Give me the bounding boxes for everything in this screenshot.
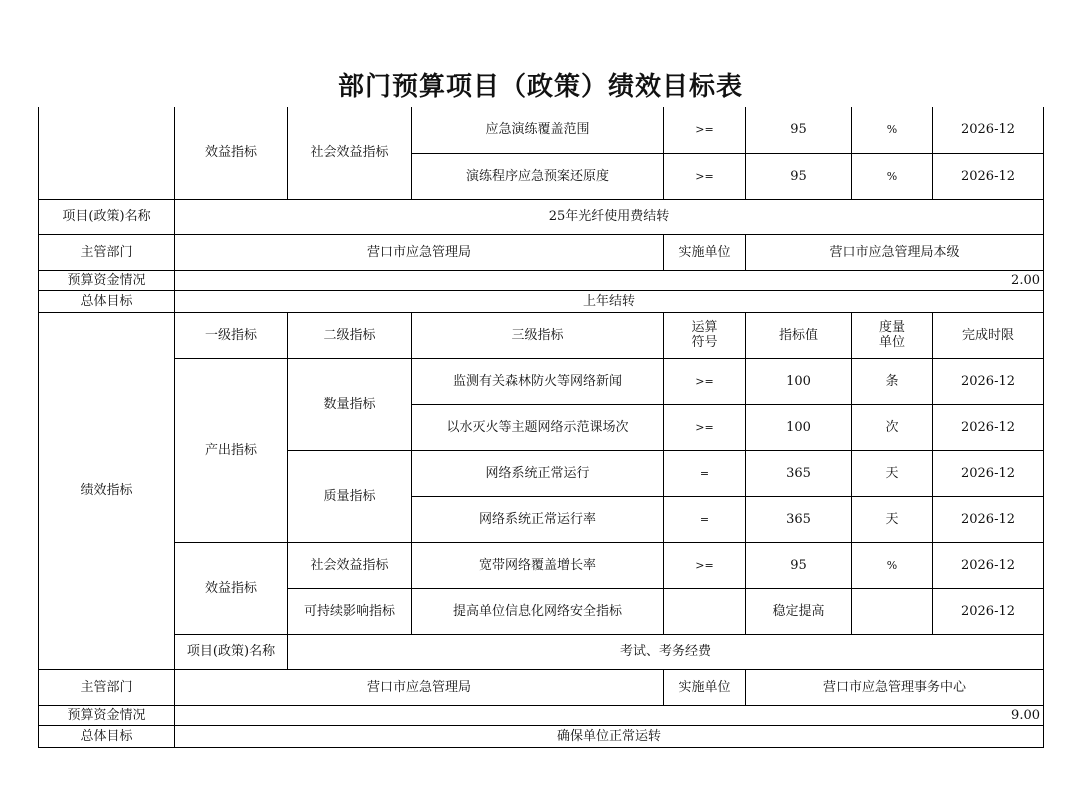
unit-cell: 条 xyxy=(852,358,933,404)
label-cell: 绩效指标 xyxy=(39,312,175,669)
value-cell: 95 xyxy=(746,153,852,199)
value-cell: 稳定提高 xyxy=(746,588,852,634)
table-row xyxy=(39,705,1044,725)
deadline-cell: 2026-12 xyxy=(933,542,1044,588)
value-cell: 100 xyxy=(746,358,852,404)
label-cell: 实施单位 xyxy=(664,669,746,705)
value-cell: 365 xyxy=(746,450,852,496)
budget-cell: 9.00 xyxy=(175,705,1044,725)
level2-cell: 可持续影响指标 xyxy=(288,588,412,634)
header-cell: 一级指标 xyxy=(175,312,288,358)
op-cell xyxy=(664,588,746,634)
unit-cell: 天 xyxy=(852,450,933,496)
table-row xyxy=(39,290,1044,312)
unit-cell xyxy=(852,588,933,634)
label-cell: 预算资金情况 xyxy=(39,705,175,725)
header-op-line2: 符号 xyxy=(691,335,718,350)
op-cell: >= xyxy=(664,153,746,199)
unit-cell: 天 xyxy=(852,496,933,542)
op-cell: >= xyxy=(664,404,746,450)
level1-cell: 产出指标 xyxy=(175,358,288,542)
indicator-cell: 网络系统正常运行 xyxy=(412,450,664,496)
header-cell: 完成时限 xyxy=(933,312,1044,358)
header-op-line1: 运算 xyxy=(691,320,718,335)
table-row xyxy=(39,312,1044,358)
header-unit-line1: 度量 xyxy=(878,320,905,335)
unit-cell: % xyxy=(852,542,933,588)
op-cell: >= xyxy=(664,107,746,153)
label-cell: 总体目标 xyxy=(39,725,175,747)
deadline-cell: 2026-12 xyxy=(933,153,1044,199)
value-cell: 100 xyxy=(746,404,852,450)
unit-cell: % xyxy=(852,107,933,153)
level2-cell: 社会效益指标 xyxy=(288,542,412,588)
value-cell: 95 xyxy=(746,107,852,153)
project-name-cell: 考试、考务经费 xyxy=(288,634,1044,669)
deadline-cell: 2026-12 xyxy=(933,496,1044,542)
deadline-cell: 2026-12 xyxy=(933,107,1044,153)
table-row xyxy=(39,725,1044,747)
label-cell: 主管部门 xyxy=(39,234,175,270)
indicator-cell: 应急演练覆盖范围 xyxy=(412,107,664,153)
header-cell xyxy=(664,312,746,358)
indicator-cell: 宽带网络覆盖增长率 xyxy=(412,542,664,588)
op-cell: >= xyxy=(664,542,746,588)
goal-cell: 上年结转 xyxy=(175,290,1044,312)
header-cell: 二级指标 xyxy=(288,312,412,358)
header-cell: 三级指标 xyxy=(412,312,664,358)
table-row xyxy=(39,107,1044,153)
label-cell: 项目(政策)名称 xyxy=(39,199,175,234)
unit-cell: 次 xyxy=(852,404,933,450)
label-cell: 项目(政策)名称 xyxy=(175,634,288,669)
indicator-cell: 以水灭火等主题网络示范课场次 xyxy=(412,404,664,450)
budget-cell: 2.00 xyxy=(175,270,1044,290)
impl-unit-cell: 营口市应急管理事务中心 xyxy=(746,669,1044,705)
indicator-cell: 网络系统正常运行率 xyxy=(412,496,664,542)
level2-cell: 质量指标 xyxy=(288,450,412,542)
dept-cell: 营口市应急管理局 xyxy=(175,234,664,270)
op-cell: = xyxy=(664,450,746,496)
header-cell: 指标值 xyxy=(746,312,852,358)
deadline-cell: 2026-12 xyxy=(933,358,1044,404)
value-cell: 365 xyxy=(746,496,852,542)
table-row xyxy=(39,199,1044,234)
impl-unit-cell: 营口市应急管理局本级 xyxy=(746,234,1044,270)
empty-cell xyxy=(39,107,175,199)
label-cell: 总体目标 xyxy=(39,290,175,312)
op-cell: >= xyxy=(664,358,746,404)
table-row xyxy=(39,270,1044,290)
unit-cell: % xyxy=(852,153,933,199)
table-row xyxy=(39,542,1044,588)
project-name-cell: 25年光纤使用费结转 xyxy=(175,199,1044,234)
indicator-cell: 演练程序应急预案还原度 xyxy=(412,153,664,199)
label-cell: 主管部门 xyxy=(39,669,175,705)
table-row xyxy=(39,234,1044,270)
dept-cell: 营口市应急管理局 xyxy=(175,669,664,705)
op-cell: = xyxy=(664,496,746,542)
level1-cell: 效益指标 xyxy=(175,542,288,634)
level1-cell: 效益指标 xyxy=(175,107,288,199)
page-title: 部门预算项目（政策）绩效目标表 xyxy=(337,72,743,102)
table-row xyxy=(39,634,1044,669)
table-row xyxy=(39,669,1044,705)
deadline-cell: 2026-12 xyxy=(933,588,1044,634)
performance-table xyxy=(38,107,1044,748)
deadline-cell: 2026-12 xyxy=(933,404,1044,450)
indicator-cell: 提高单位信息化网络安全指标 xyxy=(412,588,664,634)
level2-cell: 数量指标 xyxy=(288,358,412,450)
label-cell: 实施单位 xyxy=(664,234,746,270)
deadline-cell: 2026-12 xyxy=(933,450,1044,496)
indicator-cell: 监测有关森林防火等网络新闻 xyxy=(412,358,664,404)
header-cell xyxy=(852,312,933,358)
table-row xyxy=(39,358,1044,404)
level2-cell: 社会效益指标 xyxy=(288,107,412,199)
header-unit-line2: 单位 xyxy=(878,335,905,350)
value-cell: 95 xyxy=(746,542,852,588)
label-cell: 预算资金情况 xyxy=(39,270,175,290)
goal-cell: 确保单位正常运转 xyxy=(175,725,1044,747)
